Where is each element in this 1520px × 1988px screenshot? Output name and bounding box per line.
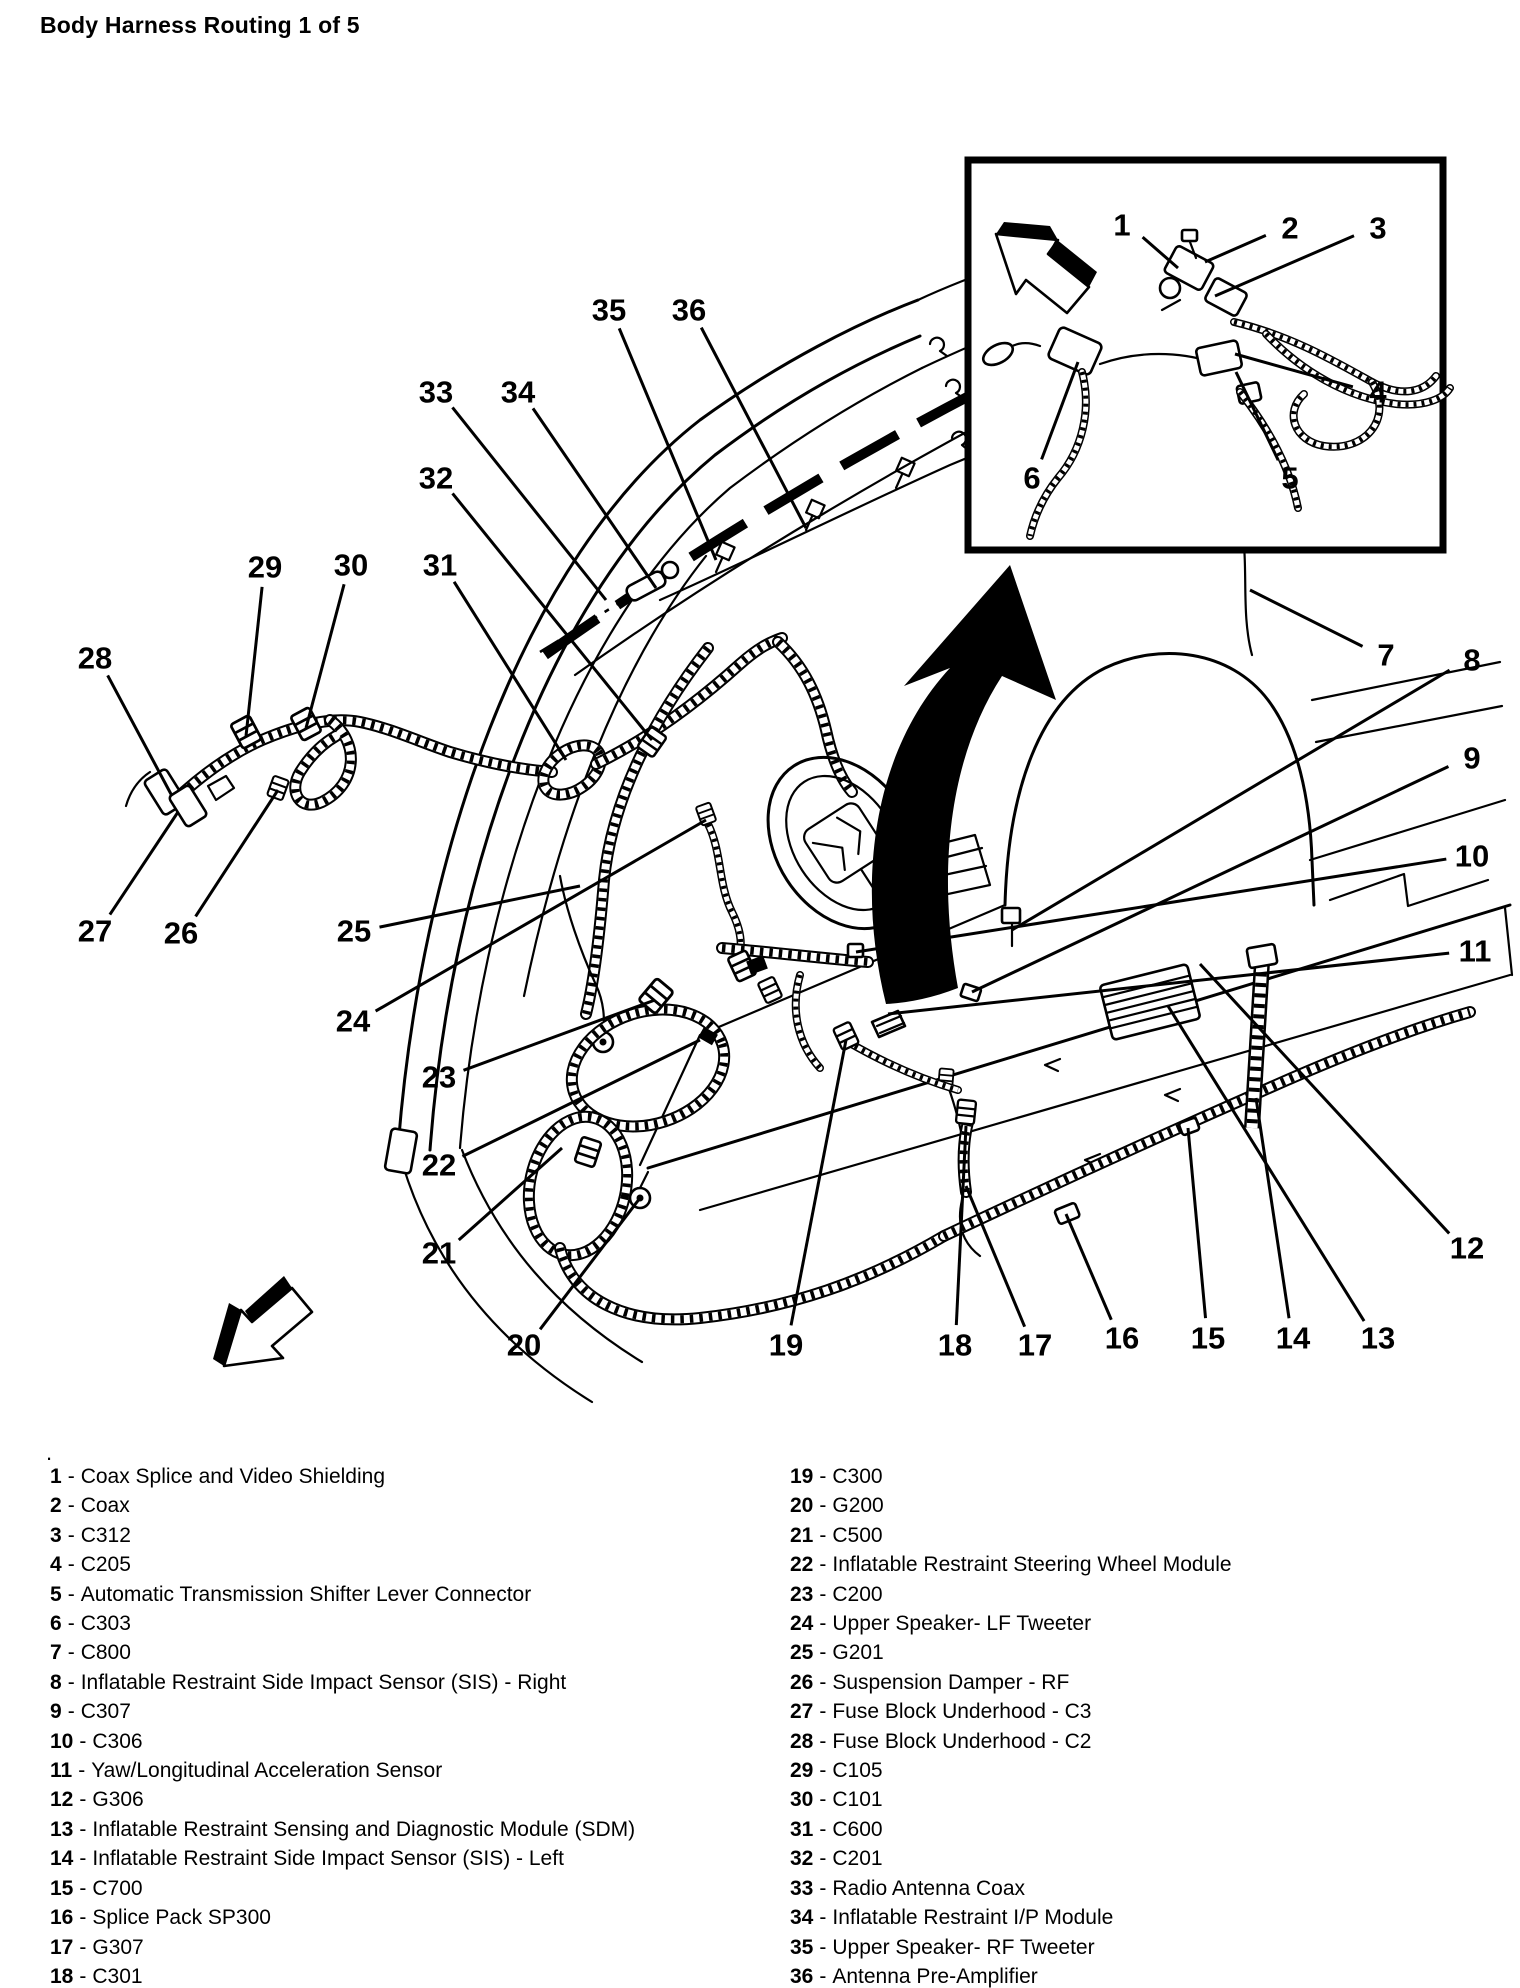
legend-item-separator: - (67, 1612, 75, 1636)
callout-number-12: 12 (1449, 1230, 1485, 1266)
callout-number-26: 26 (163, 915, 199, 951)
legend-item (50, 1962, 770, 1988)
legend-item-separator: - (819, 1729, 827, 1753)
callout-number-8: 8 (1463, 642, 1481, 678)
callout-leader-36 (701, 328, 806, 528)
legend-item (790, 1933, 1510, 1962)
legend-item-number: 21 (790, 1523, 814, 1547)
connector-c307 (960, 984, 981, 1002)
legend-item-separator: - (79, 1906, 87, 1930)
legend-item-number: 7 (50, 1641, 62, 1665)
legend-item-text: C700 (92, 1876, 143, 1900)
legend-item-text: C800 (80, 1641, 131, 1665)
legend-item-number: 18 (50, 1964, 74, 1988)
legend-item-text: C201 (832, 1847, 883, 1871)
page-title: Body Harness Routing 1 of 5 (40, 12, 360, 38)
legend-item-number: 26 (790, 1670, 814, 1694)
legend-item-separator: - (67, 1494, 75, 1518)
callout-number-11: 11 (1458, 933, 1492, 969)
callout-number-14: 14 (1275, 1320, 1311, 1356)
legend-item (50, 1491, 770, 1520)
legend-item-number: 35 (790, 1935, 814, 1959)
legend-item-separator: - (79, 1935, 87, 1959)
legend-item-number: 25 (790, 1641, 814, 1665)
callout-number-7: 7 (1377, 637, 1395, 673)
legend-item-text: Radio Antenna Coax (832, 1876, 1025, 1900)
legend-item (50, 1550, 770, 1579)
callout-number-33: 33 (418, 374, 454, 410)
legend-item-separator: - (79, 1876, 87, 1900)
legend-item-separator: - (79, 1817, 87, 1841)
callout-number-23: 23 (421, 1059, 457, 1095)
legend-column-right (790, 1462, 1510, 1988)
legend-item (790, 1521, 1510, 1550)
callout-number-30: 30 (333, 547, 369, 583)
callout-30 (306, 548, 368, 729)
fuse-block-connectors (126, 768, 234, 827)
legend-item-separator: - (819, 1641, 827, 1665)
legend-item-separator: - (67, 1553, 75, 1577)
legend-item-text: Fuse Block Underhood - C2 (832, 1729, 1092, 1753)
legend-item-text: Inflatable Restraint I/P Module (832, 1906, 1114, 1930)
legend-item-separator: - (79, 1788, 87, 1812)
callout-number-21: 21 (421, 1235, 457, 1271)
legend-item-number: 3 (50, 1523, 62, 1547)
legend-item (50, 1668, 770, 1697)
callout-leader-28 (108, 675, 172, 796)
legend-item-text: C101 (832, 1788, 883, 1812)
legend-item (790, 1550, 1510, 1579)
legend-item-number: 5 (50, 1582, 62, 1606)
legend-item (50, 1933, 770, 1962)
legend-item-separator: - (67, 1700, 75, 1724)
legend-item (790, 1756, 1510, 1785)
legend-item-separator: - (819, 1700, 827, 1724)
legend-item (790, 1815, 1510, 1844)
sdm-module (1100, 964, 1201, 1040)
callout-leader-16 (1066, 1214, 1111, 1320)
legend-item-text: Upper Speaker- LF Tweeter (832, 1612, 1092, 1636)
callout-15 (1188, 1128, 1225, 1356)
legend-item-separator: - (67, 1670, 75, 1694)
legend-item-number: 23 (790, 1582, 814, 1606)
callout-8 (1012, 643, 1481, 931)
legend-item-text: Coax Splice and Video Shielding (80, 1465, 386, 1488)
callout-number-17: 17 (1017, 1327, 1053, 1363)
legend-item (790, 1785, 1510, 1814)
sis-right-sensor (1002, 908, 1020, 923)
callout-number-2: 2 (1281, 210, 1299, 246)
callout-number-13: 13 (1360, 1320, 1396, 1356)
callout-number-20: 20 (506, 1327, 542, 1363)
legend-item-separator: - (819, 1670, 827, 1694)
legend-item-text: Inflatable Restraint Steering Wheel Module (832, 1553, 1232, 1577)
tweeter-connector (696, 802, 717, 825)
legend-item (50, 1609, 770, 1638)
legend-item-number: 28 (790, 1729, 814, 1753)
callout-number-3: 3 (1369, 210, 1387, 246)
legend-item-text: G307 (92, 1935, 144, 1959)
legend-item-separator: - (79, 1964, 87, 1988)
stray-dot: . (46, 1440, 53, 1465)
connector-c500 (574, 1137, 601, 1168)
callout-7 (1250, 590, 1395, 673)
callout-number-19: 19 (768, 1327, 804, 1363)
legend-item-number: 16 (50, 1906, 74, 1930)
legend-item-separator: - (67, 1523, 75, 1547)
suspension-damper-connector (267, 775, 289, 800)
legend-item-number: 19 (790, 1465, 814, 1488)
legend-item-separator: - (79, 1729, 87, 1753)
legend-item-text: Coax (80, 1494, 130, 1518)
legend-item-separator: - (819, 1759, 827, 1783)
connector-c301 (956, 1099, 976, 1124)
legend-item-number: 10 (50, 1729, 74, 1753)
legend-item-text: Suspension Damper - RF (832, 1670, 1070, 1694)
callout-number-16: 16 (1104, 1320, 1140, 1356)
legend-item (50, 1638, 770, 1667)
callout-leader-8 (1012, 670, 1450, 930)
legend-item-separator: - (819, 1465, 827, 1488)
small-view-arrow (213, 1276, 312, 1366)
legend-item-separator: - (819, 1935, 827, 1959)
legend-item (790, 1844, 1510, 1873)
legend-item-number: 34 (790, 1906, 814, 1930)
legend-item-separator: - (79, 1847, 87, 1871)
callout-29 (246, 550, 282, 737)
callout-number-28: 28 (77, 640, 113, 676)
legend-item-separator: - (67, 1465, 75, 1488)
legend-item-number: 15 (50, 1876, 74, 1900)
legend-item (790, 1727, 1510, 1756)
legend-item-number: 22 (790, 1553, 814, 1577)
legend-item-text: G306 (92, 1788, 144, 1812)
callout-number-22: 22 (421, 1147, 457, 1183)
callout-leader-26 (196, 790, 278, 916)
cowl-harness (126, 638, 852, 1052)
legend-item-text: C300 (832, 1465, 883, 1488)
callout-number-31: 31 (422, 547, 458, 583)
legend-item-separator: - (67, 1582, 75, 1606)
legend-item-text: Yaw/Longitudinal Acceleration Sensor (91, 1759, 443, 1783)
legend-item-separator: - (819, 1553, 827, 1577)
legend-item-text: Upper Speaker- RF Tweeter (832, 1935, 1095, 1959)
callout-leader-7 (1250, 590, 1363, 646)
legend-item (50, 1756, 770, 1785)
legend-item (50, 1815, 770, 1844)
legend-item (790, 1903, 1510, 1932)
legend-item-number: 17 (50, 1935, 74, 1959)
legend-item-separator: - (819, 1494, 827, 1518)
big-view-arrow (872, 565, 1056, 1004)
legend-item-number: 27 (790, 1700, 814, 1724)
legend-item (790, 1491, 1510, 1520)
callout-leader-35 (619, 328, 716, 560)
legend-item-text: C301 (92, 1964, 143, 1988)
callout-leader-23 (463, 1000, 655, 1070)
legend-item-text: G201 (832, 1641, 884, 1665)
callout-16 (1066, 1214, 1139, 1356)
callout-leader-31 (454, 582, 566, 760)
legend-item (790, 1874, 1510, 1903)
callout-leader-15 (1188, 1128, 1206, 1318)
callout-leader-14 (1256, 1098, 1289, 1318)
legend-item-number: 24 (790, 1612, 814, 1636)
callout-36 (672, 293, 806, 529)
legend-item-number: 2 (50, 1494, 62, 1518)
legend-item-number: 12 (50, 1788, 74, 1812)
callout-number-9: 9 (1463, 740, 1481, 776)
legend-item (50, 1844, 770, 1873)
legend-item-number: 29 (790, 1759, 814, 1783)
legend-item (790, 1462, 1510, 1491)
callout-leader-34 (533, 408, 656, 588)
legend-item (790, 1580, 1510, 1609)
callout-12 (1200, 964, 1484, 1266)
callout-number-18: 18 (937, 1327, 973, 1363)
legend-item (50, 1580, 770, 1609)
callout-leader-21 (459, 1148, 562, 1240)
legend-item-separator: - (819, 1582, 827, 1606)
legend-item-text: C306 (92, 1729, 143, 1753)
legend-column-left (50, 1462, 770, 1988)
callout-number-6: 6 (1023, 460, 1041, 496)
legend-item-separator: - (78, 1759, 86, 1783)
splice-pack-sp300 (1054, 1202, 1080, 1224)
legend-item-text: Automatic Transmission Shifter Lever Connector (80, 1582, 532, 1606)
callout-number-24: 24 (335, 1003, 371, 1039)
legend-item-number: 8 (50, 1670, 62, 1694)
legend-item (50, 1462, 770, 1491)
legend-item-text: C105 (832, 1759, 883, 1783)
callout-number-35: 35 (591, 292, 627, 328)
callout-28 (78, 641, 172, 797)
floor-harness (560, 908, 1470, 1319)
legend-item-separator: - (819, 1788, 827, 1812)
legend-item-text: C500 (832, 1523, 883, 1547)
callout-number-25: 25 (336, 913, 372, 949)
legend-item-number: 11 (50, 1759, 73, 1783)
legend-item-number: 30 (790, 1788, 814, 1812)
callout-number-5: 5 (1281, 460, 1299, 496)
legend-item-separator: - (819, 1612, 827, 1636)
callout-number-32: 32 (418, 460, 454, 496)
callout-number-1: 1 (1113, 207, 1131, 243)
callout-number-15: 15 (1190, 1320, 1226, 1356)
callout-number-34: 34 (500, 374, 536, 410)
callout-leader-30 (306, 584, 344, 728)
legend-item-separator: - (67, 1641, 75, 1665)
legend-item-text: Splice Pack SP300 (92, 1906, 271, 1930)
callout-19 (769, 1040, 846, 1363)
callout-25 (337, 886, 580, 949)
legend-item-separator: - (819, 1847, 827, 1871)
callout-leader-27 (110, 812, 178, 915)
legend-item-number: 32 (790, 1847, 814, 1871)
legend-item-number: 9 (50, 1700, 62, 1724)
legend-item-text: Inflatable Restraint Side Impact Sensor (SIS) - Left (92, 1847, 564, 1871)
legend-item-text: C600 (832, 1817, 883, 1841)
callout-13 (1168, 1006, 1395, 1356)
legend-item-number: 20 (790, 1494, 814, 1518)
legend-item-text: C307 (80, 1700, 131, 1724)
callout-number-36: 36 (671, 292, 707, 328)
callout-number-29: 29 (247, 549, 283, 585)
legend-item-number: 33 (790, 1876, 814, 1900)
legend-item-separator: - (819, 1523, 827, 1547)
callout-number-4: 4 (1369, 374, 1387, 410)
callout-number-27: 27 (77, 913, 113, 949)
legend-item (50, 1521, 770, 1550)
legend-item (790, 1638, 1510, 1667)
legend-item-number: 13 (50, 1817, 74, 1841)
legend-item-separator: - (819, 1876, 827, 1900)
callout-leader-33 (452, 407, 606, 600)
legend-item-separator: - (819, 1964, 827, 1988)
legend-item (50, 1874, 770, 1903)
legend-item (50, 1697, 770, 1726)
legend-item-text: C205 (80, 1553, 131, 1577)
legend-item-text: C312 (80, 1523, 131, 1547)
legend-item (50, 1727, 770, 1756)
legend-item (790, 1609, 1510, 1638)
legend-item (790, 1668, 1510, 1697)
legend-item-number: 14 (50, 1847, 74, 1871)
callout-leader-25 (379, 886, 580, 927)
legend-item-text: Antenna Pre-Amplifier (832, 1964, 1038, 1988)
legend-item-number: 36 (790, 1964, 814, 1988)
legend-item-separator: - (819, 1906, 827, 1930)
legend-item-text: Fuse Block Underhood - C3 (832, 1700, 1092, 1724)
callout-17 (966, 1186, 1052, 1363)
legend-item (790, 1697, 1510, 1726)
legend-item (790, 1962, 1510, 1988)
legend-item-text: C200 (832, 1582, 883, 1606)
legend-item-text: G200 (832, 1494, 884, 1518)
legend-item-number: 4 (50, 1553, 62, 1577)
legend-item (50, 1903, 770, 1932)
legend-item-text: C303 (80, 1612, 131, 1636)
legend-item-number: 1 (50, 1465, 62, 1488)
legend-item-text: Inflatable Restraint Sensing and Diagnostic Module (SDM) (92, 1817, 636, 1841)
legend-item-number: 6 (50, 1612, 62, 1636)
legend-item-text: Inflatable Restraint Side Impact Sensor (SIS) - Right (80, 1670, 567, 1694)
legend-item (50, 1785, 770, 1814)
callout-leader-29 (246, 587, 262, 736)
callout-14 (1256, 1098, 1311, 1356)
callout-number-10: 10 (1454, 838, 1490, 874)
legend-item-number: 31 (790, 1817, 814, 1841)
callout-leader-9 (972, 766, 1448, 992)
legend-item-separator: - (819, 1817, 827, 1841)
